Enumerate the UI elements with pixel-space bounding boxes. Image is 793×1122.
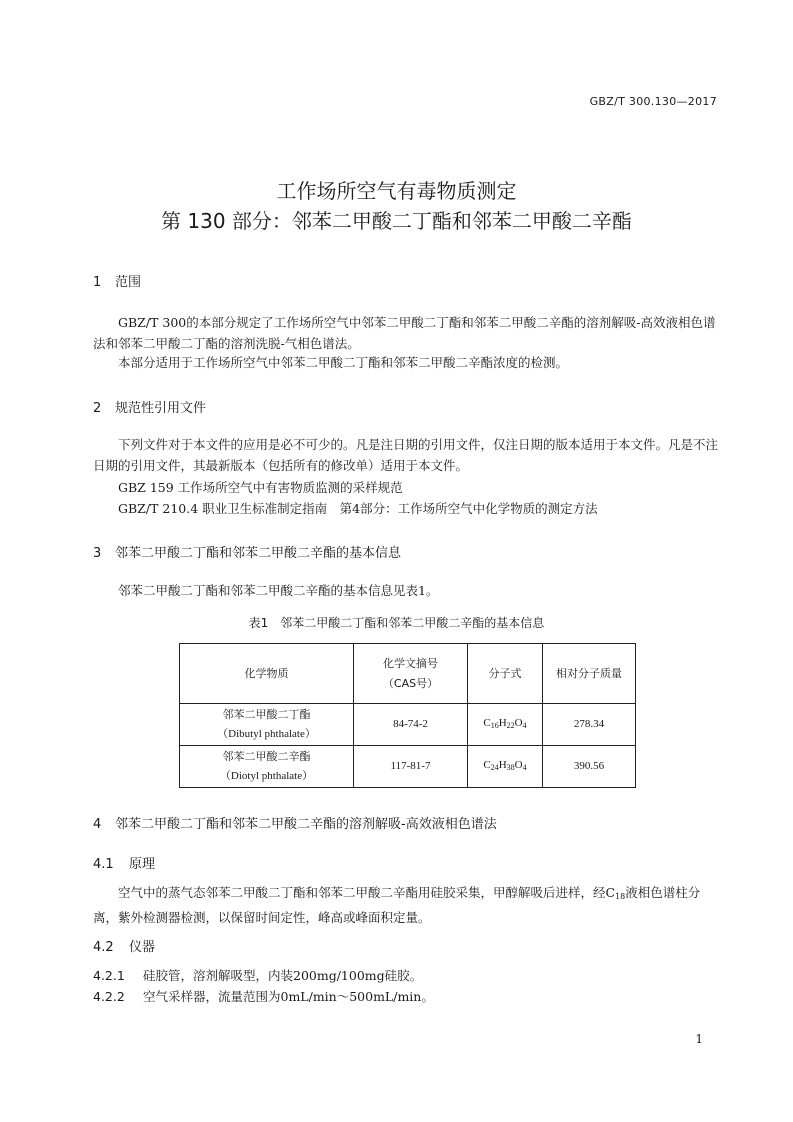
section-2-title: 规范性引用文件 [115, 401, 207, 416]
principle-text-part-2: 液相色谱柱分离，紫外检测器检测，以保留时间定性，峰高或峰面积定量。 [93, 885, 701, 925]
formula-element: C [483, 717, 491, 729]
section-4-title: 邻苯二甲酸二丁酯和邻苯二甲酸二辛酯的溶剂解吸-高效液相色谱法 [115, 817, 497, 832]
cell-formula [468, 746, 543, 788]
section-4-number: 4 [93, 817, 102, 832]
formula-subscript: 22 [506, 721, 515, 730]
header-substance: 化学物质 [180, 644, 354, 704]
header-cas-line-1: 化学文摘号 [383, 656, 438, 670]
section-1-heading [93, 271, 141, 290]
cell-substance [180, 746, 354, 788]
section-4-2-number: 4.2 [93, 940, 114, 955]
table-row [180, 746, 636, 788]
section-4-heading [93, 813, 497, 832]
section-4-1-heading [93, 853, 155, 872]
item-4-2-1-text: 硅胶管，溶剂解吸型，内装200mg/100mg硅胶。 [143, 968, 423, 983]
cell-cas: 117-81-7 [354, 746, 468, 788]
cell-substance [180, 704, 354, 746]
formula-subscript: 16 [490, 721, 499, 730]
cell-cas: 84-74-2 [354, 704, 468, 746]
principle-text-part-1: 空气中的蒸气态邻苯二甲酸二丁酯和邻苯二甲酸二辛酯用硅胶采集，甲醇解吸后进样，经C [118, 885, 616, 900]
section-2-heading [93, 397, 206, 416]
cell-formula [468, 704, 543, 746]
header-cas [354, 644, 468, 704]
title-line-2: 第 130 部分：邻苯二甲酸二丁酯和邻苯二甲酸二辛酯 [161, 209, 632, 233]
document-id: GBZ/T 300.130—2017 [589, 95, 717, 108]
formula-subscript: 4 [522, 763, 527, 772]
formula-subscript: 38 [506, 763, 515, 772]
page-number: 1 [695, 1032, 703, 1046]
section-2-paragraph-1: 下列文件对于本文件的应用是必不可少的。凡是注日期的引用文件，仅注日期的版本适用于本文件。凡是不注日期的引用文件，其最新版本（包括所有的修改单）适用于本文件。 [93, 437, 719, 473]
item-4-2-2 [93, 986, 719, 1007]
section-1-number: 1 [93, 275, 102, 290]
section-4-1-paragraph [93, 882, 719, 928]
title-line-1: 工作场所空气有毒物质测定 [276, 179, 517, 203]
table-header-row [180, 644, 636, 704]
item-4-2-1 [93, 965, 719, 986]
section-3-heading [93, 542, 401, 561]
section-1-title: 范围 [115, 275, 142, 290]
formula-subscript: 24 [490, 763, 499, 772]
formula-subscript: 4 [522, 721, 527, 730]
item-4-2-2-number: 4.2.2 [93, 989, 125, 1004]
substance-name-en: （Dibutyl phthalate） [217, 727, 316, 740]
header-cas-line-2: （CAS号） [382, 676, 439, 690]
section-1-paragraph-1: GBZ/T 300的本部分规定了工作场所空气中邻苯二甲酸二丁酯和邻苯二甲酸二辛酯的溶剂解吸-高效液相色谱法和邻苯二甲酸二丁酯的溶剂洗脱-气相色谱法。 [93, 315, 716, 351]
substance-name-cn: 邻苯二甲酸二辛酯 [222, 750, 311, 763]
header-mw: 相对分子质量 [543, 644, 636, 704]
substance-name-cn: 邻苯二甲酸二丁酯 [222, 708, 311, 721]
section-3-title: 邻苯二甲酸二丁酯和邻苯二甲酸二辛酯的基本信息 [115, 546, 402, 561]
table-1 [179, 643, 636, 788]
formula-element: H [498, 759, 507, 771]
section-2-number: 2 [93, 401, 102, 416]
substance-name-en: （Diotyl phthalate） [219, 769, 314, 782]
table-1-caption: 表1 邻苯二甲酸二丁酯和邻苯二甲酸二辛酯的基本信息 [248, 616, 545, 630]
header-formula: 分子式 [468, 644, 543, 704]
formula-element: O [514, 717, 523, 729]
table-row [180, 704, 636, 746]
section-3-number: 3 [93, 546, 102, 561]
section-4-1-number: 4.1 [93, 857, 114, 872]
formula-element: O [514, 759, 523, 771]
formula-element: C [483, 759, 491, 771]
principle-subscript: 18 [615, 892, 626, 901]
section-3-paragraph-1: 邻苯二甲酸二丁酯和邻苯二甲酸二辛酯的基本信息见表1。 [118, 583, 439, 598]
item-4-2-2-text: 空气采样器，流量范围为0mL/min～500mL/min。 [143, 989, 434, 1004]
section-4-2-heading [93, 936, 155, 955]
formula-element: H [498, 717, 507, 729]
cell-mw: 278.34 [543, 704, 636, 746]
item-4-2-1-number: 4.2.1 [93, 968, 125, 983]
cell-mw: 390.56 [543, 746, 636, 788]
section-4-2-title: 仪器 [129, 940, 156, 955]
section-1-paragraph-2: 本部分适用于工作场所空气中邻苯二甲酸二丁酯和邻苯二甲酸二辛酯浓度的检测。 [118, 355, 569, 370]
reference-2: GBZ/T 210.4 职业卫生标准制定指南 第4部分：工作场所空气中化学物质的测定方法 [118, 501, 598, 516]
section-4-1-title: 原理 [129, 857, 156, 872]
reference-1: GBZ 159 工作场所空气中有害物质监测的采样规范 [118, 480, 403, 495]
